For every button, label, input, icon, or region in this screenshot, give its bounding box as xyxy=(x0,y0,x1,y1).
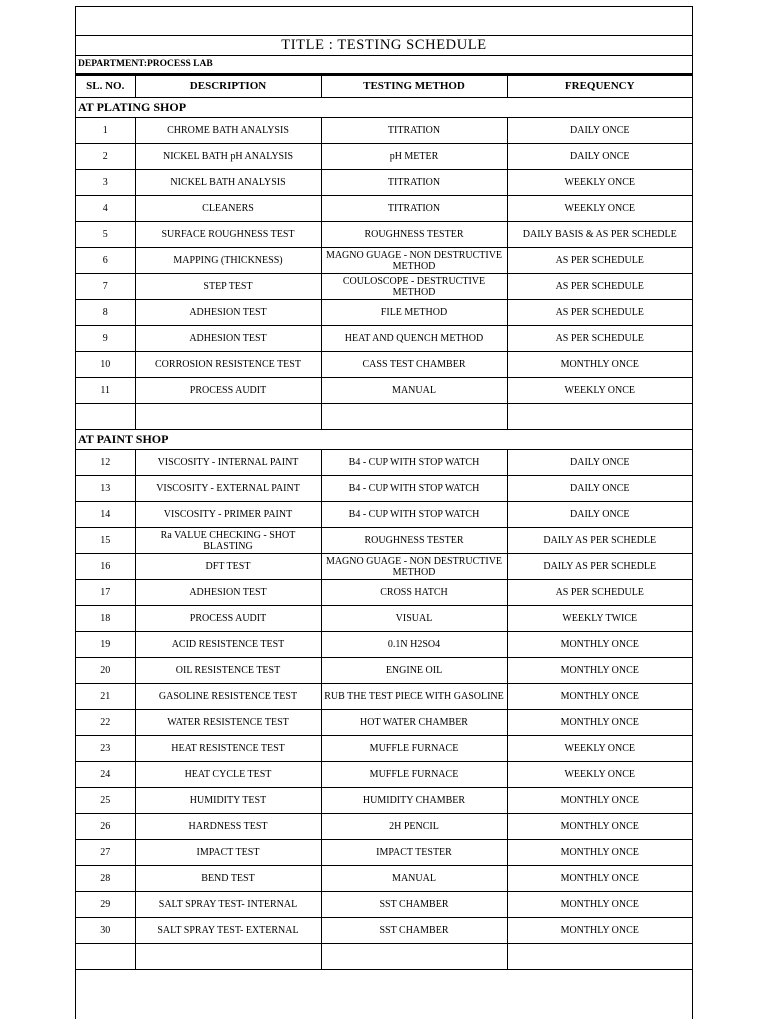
cell-sl-no: 20 xyxy=(76,658,135,684)
blank-cell xyxy=(135,944,321,970)
header-description: DESCRIPTION xyxy=(135,76,321,98)
cell-description: NICKEL BATH ANALYSIS xyxy=(135,170,321,196)
table-row xyxy=(76,684,692,710)
cell-description: STEP TEST xyxy=(135,274,321,300)
cell-frequency: DAILY AS PER SCHEDLE xyxy=(507,528,692,554)
cell-testing-method: CASS TEST CHAMBER xyxy=(321,352,507,378)
table-row xyxy=(76,814,692,840)
cell-frequency: MONTHLY ONCE xyxy=(507,840,692,866)
blank-cell xyxy=(507,944,692,970)
cell-testing-method: TITRATION xyxy=(321,170,507,196)
cell-testing-method: pH METER xyxy=(321,144,507,170)
cell-description: Ra VALUE CHECKING - SHOT BLASTING xyxy=(135,528,321,554)
cell-sl-no: 7 xyxy=(76,274,135,300)
schedule-table xyxy=(76,75,692,970)
table-row xyxy=(76,762,692,788)
cell-testing-method: 2H PENCIL xyxy=(321,814,507,840)
cell-description: PROCESS AUDIT xyxy=(135,606,321,632)
table-row xyxy=(76,866,692,892)
document-title: TITLE : TESTING SCHEDULE xyxy=(76,36,692,56)
cell-description: VISCOSITY - PRIMER PAINT xyxy=(135,502,321,528)
cell-testing-method: HEAT AND QUENCH METHOD xyxy=(321,326,507,352)
table-row xyxy=(76,528,692,554)
cell-frequency: AS PER SCHEDULE xyxy=(507,248,692,274)
header-row xyxy=(76,76,692,98)
cell-testing-method: MAGNO GUAGE - NON DESTRUCTIVE METHOD xyxy=(321,554,507,580)
cell-frequency: WEEKLY ONCE xyxy=(507,762,692,788)
cell-testing-method: IMPACT TESTER xyxy=(321,840,507,866)
cell-testing-method: ROUGHNESS TESTER xyxy=(321,528,507,554)
cell-description: HARDNESS TEST xyxy=(135,814,321,840)
blank-header-row xyxy=(76,7,692,36)
header-frequency: FREQUENCY xyxy=(507,76,692,98)
cell-sl-no: 2 xyxy=(76,144,135,170)
cell-sl-no: 23 xyxy=(76,736,135,762)
cell-description: HEAT RESISTENCE TEST xyxy=(135,736,321,762)
cell-description: BEND TEST xyxy=(135,866,321,892)
cell-frequency: MONTHLY ONCE xyxy=(507,892,692,918)
cell-testing-method: TITRATION xyxy=(321,118,507,144)
cell-sl-no: 12 xyxy=(76,450,135,476)
table-row xyxy=(76,918,692,944)
blank-cell xyxy=(321,404,507,430)
cell-frequency: MONTHLY ONCE xyxy=(507,632,692,658)
cell-description: PROCESS AUDIT xyxy=(135,378,321,404)
cell-sl-no: 29 xyxy=(76,892,135,918)
table-row xyxy=(76,300,692,326)
cell-frequency: MONTHLY ONCE xyxy=(507,918,692,944)
cell-sl-no: 15 xyxy=(76,528,135,554)
testing-schedule-sheet xyxy=(75,6,693,1019)
table-row xyxy=(76,658,692,684)
cell-sl-no: 26 xyxy=(76,814,135,840)
cell-description: OIL RESISTENCE TEST xyxy=(135,658,321,684)
cell-sl-no: 1 xyxy=(76,118,135,144)
cell-sl-no: 22 xyxy=(76,710,135,736)
cell-testing-method: TITRATION xyxy=(321,196,507,222)
cell-sl-no: 4 xyxy=(76,196,135,222)
cell-description: ACID RESISTENCE TEST xyxy=(135,632,321,658)
header-testing-method: TESTING METHOD xyxy=(321,76,507,98)
cell-sl-no: 30 xyxy=(76,918,135,944)
cell-frequency: WEEKLY TWICE xyxy=(507,606,692,632)
table-row xyxy=(76,144,692,170)
table-row xyxy=(76,378,692,404)
table-row xyxy=(76,170,692,196)
cell-sl-no: 21 xyxy=(76,684,135,710)
table-row xyxy=(76,222,692,248)
cell-sl-no: 13 xyxy=(76,476,135,502)
table-row xyxy=(76,892,692,918)
cell-description: HEAT CYCLE TEST xyxy=(135,762,321,788)
cell-description: VISCOSITY - INTERNAL PAINT xyxy=(135,450,321,476)
cell-sl-no: 6 xyxy=(76,248,135,274)
department-label: DEPARTMENT:PROCESS LAB xyxy=(76,56,692,75)
cell-testing-method: ENGINE OIL xyxy=(321,658,507,684)
cell-description: GASOLINE RESISTENCE TEST xyxy=(135,684,321,710)
table-row xyxy=(76,326,692,352)
cell-sl-no: 3 xyxy=(76,170,135,196)
cell-testing-method: CROSS HATCH xyxy=(321,580,507,606)
table-row xyxy=(76,118,692,144)
cell-sl-no: 10 xyxy=(76,352,135,378)
section-title: AT PAINT SHOP xyxy=(76,430,692,450)
section-row xyxy=(76,430,692,450)
table-row xyxy=(76,352,692,378)
cell-frequency: WEEKLY ONCE xyxy=(507,170,692,196)
cell-testing-method: ROUGHNESS TESTER xyxy=(321,222,507,248)
table-row xyxy=(76,274,692,300)
cell-frequency: DAILY ONCE xyxy=(507,476,692,502)
cell-frequency: MONTHLY ONCE xyxy=(507,710,692,736)
cell-frequency: WEEKLY ONCE xyxy=(507,736,692,762)
cell-description: ADHESION TEST xyxy=(135,580,321,606)
cell-description: NICKEL BATH pH ANALYSIS xyxy=(135,144,321,170)
cell-testing-method: COULOSCOPE - DESTRUCTIVE METHOD xyxy=(321,274,507,300)
table-row xyxy=(76,788,692,814)
cell-testing-method: 0.1N H2SO4 xyxy=(321,632,507,658)
cell-description: WATER RESISTENCE TEST xyxy=(135,710,321,736)
cell-sl-no: 27 xyxy=(76,840,135,866)
cell-sl-no: 11 xyxy=(76,378,135,404)
cell-frequency: MONTHLY ONCE xyxy=(507,788,692,814)
cell-description: DFT TEST xyxy=(135,554,321,580)
blank-cell xyxy=(321,944,507,970)
table-row xyxy=(76,606,692,632)
cell-description: MAPPING (THICKNESS) xyxy=(135,248,321,274)
cell-sl-no: 19 xyxy=(76,632,135,658)
cell-testing-method: SST CHAMBER xyxy=(321,892,507,918)
cell-frequency: WEEKLY ONCE xyxy=(507,378,692,404)
cell-frequency: WEEKLY ONCE xyxy=(507,196,692,222)
cell-sl-no: 9 xyxy=(76,326,135,352)
table-row xyxy=(76,840,692,866)
cell-sl-no: 24 xyxy=(76,762,135,788)
blank-cell xyxy=(135,404,321,430)
cell-description: CHROME BATH ANALYSIS xyxy=(135,118,321,144)
cell-sl-no: 28 xyxy=(76,866,135,892)
cell-testing-method: B4 - CUP WITH STOP WATCH xyxy=(321,476,507,502)
cell-frequency: AS PER SCHEDULE xyxy=(507,326,692,352)
cell-description: SALT SPRAY TEST- EXTERNAL xyxy=(135,918,321,944)
schedule-body xyxy=(76,98,692,970)
blank-cell xyxy=(507,404,692,430)
cell-sl-no: 14 xyxy=(76,502,135,528)
cell-sl-no: 8 xyxy=(76,300,135,326)
cell-frequency: DAILY AS PER SCHEDLE xyxy=(507,554,692,580)
blank-row xyxy=(76,944,692,970)
table-row xyxy=(76,710,692,736)
table-row xyxy=(76,736,692,762)
cell-frequency: AS PER SCHEDULE xyxy=(507,300,692,326)
cell-description: CORROSION RESISTENCE TEST xyxy=(135,352,321,378)
cell-frequency: AS PER SCHEDULE xyxy=(507,274,692,300)
cell-testing-method: MUFFLE FURNACE xyxy=(321,736,507,762)
cell-frequency: MONTHLY ONCE xyxy=(507,684,692,710)
blank-row xyxy=(76,404,692,430)
cell-testing-method: MUFFLE FURNACE xyxy=(321,762,507,788)
cell-testing-method: RUB THE TEST PIECE WITH GASOLINE xyxy=(321,684,507,710)
cell-description: SURFACE ROUGHNESS TEST xyxy=(135,222,321,248)
blank-cell xyxy=(76,944,135,970)
cell-sl-no: 5 xyxy=(76,222,135,248)
cell-testing-method: B4 - CUP WITH STOP WATCH xyxy=(321,450,507,476)
cell-sl-no: 18 xyxy=(76,606,135,632)
cell-testing-method: FILE METHOD xyxy=(321,300,507,326)
cell-sl-no: 16 xyxy=(76,554,135,580)
blank-cell xyxy=(76,404,135,430)
cell-frequency: MONTHLY ONCE xyxy=(507,814,692,840)
cell-sl-no: 17 xyxy=(76,580,135,606)
table-row xyxy=(76,554,692,580)
table-row xyxy=(76,248,692,274)
cell-testing-method: HUMIDITY CHAMBER xyxy=(321,788,507,814)
table-row xyxy=(76,502,692,528)
cell-frequency: MONTHLY ONCE xyxy=(507,658,692,684)
cell-sl-no: 25 xyxy=(76,788,135,814)
cell-testing-method: VISUAL xyxy=(321,606,507,632)
table-row xyxy=(76,632,692,658)
cell-testing-method: SST CHAMBER xyxy=(321,918,507,944)
cell-description: HUMIDITY TEST xyxy=(135,788,321,814)
cell-frequency: DAILY ONCE xyxy=(507,450,692,476)
cell-description: SALT SPRAY TEST- INTERNAL xyxy=(135,892,321,918)
cell-testing-method: MANUAL xyxy=(321,378,507,404)
cell-frequency: MONTHLY ONCE xyxy=(507,352,692,378)
cell-frequency: DAILY ONCE xyxy=(507,118,692,144)
cell-testing-method: MANUAL xyxy=(321,866,507,892)
cell-testing-method: HOT WATER CHAMBER xyxy=(321,710,507,736)
cell-frequency: DAILY BASIS & AS PER SCHEDLE xyxy=(507,222,692,248)
cell-description: ADHESION TEST xyxy=(135,326,321,352)
table-row xyxy=(76,196,692,222)
cell-frequency: DAILY ONCE xyxy=(507,502,692,528)
cell-description: IMPACT TEST xyxy=(135,840,321,866)
cell-description: ADHESION TEST xyxy=(135,300,321,326)
header-sl-no: SL. NO. xyxy=(76,76,135,98)
table-row xyxy=(76,580,692,606)
cell-testing-method: MAGNO GUAGE - NON DESTRUCTIVE METHOD xyxy=(321,248,507,274)
table-row xyxy=(76,476,692,502)
section-title: AT PLATING SHOP xyxy=(76,98,692,118)
cell-frequency: AS PER SCHEDULE xyxy=(507,580,692,606)
cell-description: CLEANERS xyxy=(135,196,321,222)
cell-description: VISCOSITY - EXTERNAL PAINT xyxy=(135,476,321,502)
table-row xyxy=(76,450,692,476)
cell-frequency: DAILY ONCE xyxy=(507,144,692,170)
cell-testing-method: B4 - CUP WITH STOP WATCH xyxy=(321,502,507,528)
cell-frequency: MONTHLY ONCE xyxy=(507,866,692,892)
section-row xyxy=(76,98,692,118)
